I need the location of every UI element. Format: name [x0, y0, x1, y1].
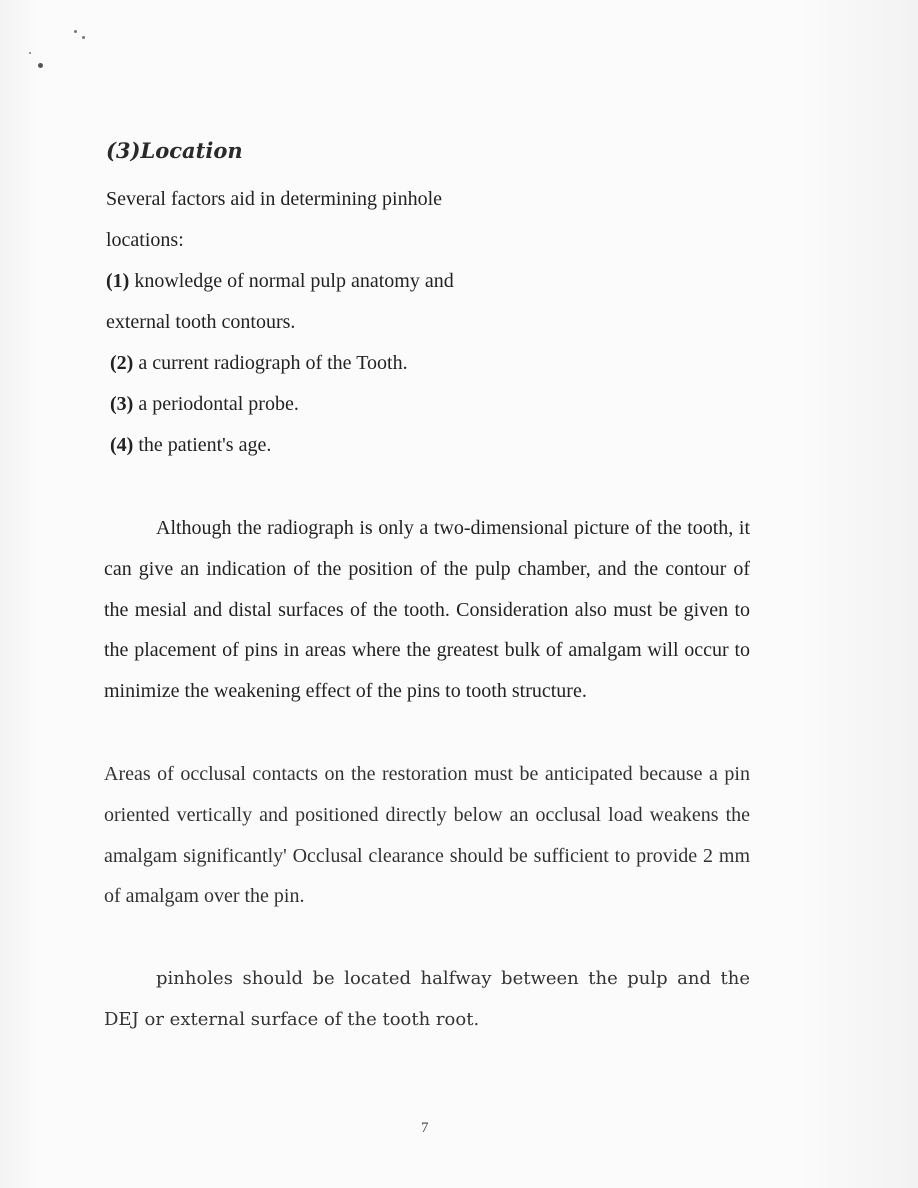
- section-heading: (3)Location: [106, 138, 243, 163]
- factor-item-3: [110, 392, 299, 416]
- scan-speck: [82, 36, 85, 39]
- factor-item-1-continued: external tooth contours.: [106, 311, 296, 333]
- factor-number: (1): [106, 270, 130, 292]
- scan-shadow-left: [0, 0, 40, 1188]
- body-paragraph-2: Areas of occlusal contacts on the restoration must be anticipated because a pin oriented vertically and positioned directly below an occlusal load weakens the amalgam significantly' Occlusal clearance should be sufficient to provide 2 mm of amalgam over the pin.: [104, 763, 750, 908]
- factor-number: (4): [110, 434, 134, 456]
- body-paragraph-1: Although the radiograph is only a two-dimensional picture of the tooth, it can give an indication of the position of the pulp chamber, and the contour of the mesial and distal surfaces of the tooth. Consideration also must be given to the placement of pins in areas where the greatest bulk of amalgam will occur to minimize the weakening effect of the pins to tooth structure.: [104, 517, 750, 703]
- scan-speck: [38, 63, 43, 68]
- factor-text: the patient's age.: [133, 434, 272, 456]
- factor-text: knowledge of normal pulp anatomy and: [129, 270, 454, 292]
- intro-line: Several factors aid in determining pinhole: [106, 188, 443, 210]
- scan-speck: [29, 52, 31, 54]
- factor-number: (3): [110, 393, 134, 415]
- intro-line: locations:: [106, 229, 184, 251]
- factor-text: a periodontal probe.: [133, 393, 299, 415]
- factor-number: (2): [110, 352, 134, 374]
- scan-shadow-right: [798, 0, 918, 1188]
- factor-item-1: [106, 269, 454, 293]
- factor-item-2: [110, 351, 408, 375]
- factor-text: a current radiograph of the Tooth.: [133, 352, 408, 374]
- body-paragraph-3: pinholes should be located halfway between the pulp and the DEJ or external surface of the tooth root.: [104, 968, 750, 1030]
- page-number: 7: [421, 1120, 429, 1136]
- factor-item-4: [110, 433, 271, 457]
- scan-speck: [74, 30, 77, 33]
